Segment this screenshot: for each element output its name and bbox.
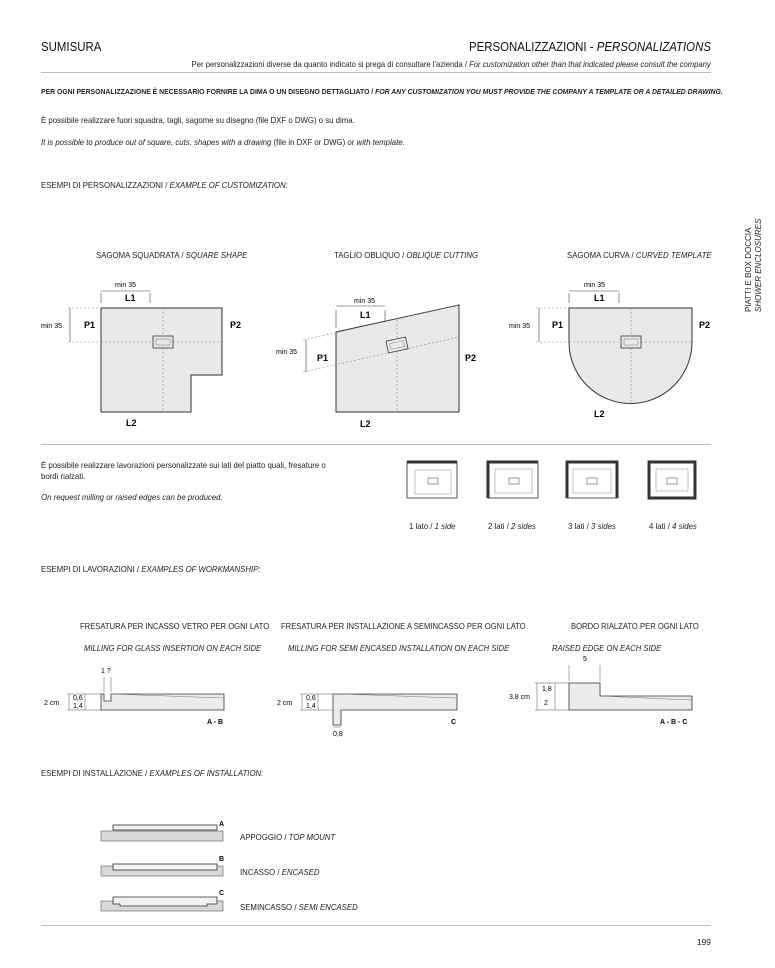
side-label-2: 2 lati / 2 sides <box>488 521 536 531</box>
raised-dim-2: 2 <box>544 700 548 707</box>
oblique-l2: L2 <box>360 419 371 429</box>
glass-dim-top: 1 ? <box>101 668 111 675</box>
glass-dim-06: 0,6 <box>73 695 83 702</box>
install-label-semi-encased: SEMINCASSO / SEMI ENCASED <box>240 902 358 912</box>
glass-code: A - B <box>207 719 224 726</box>
workmanship-title-glass-it: FRESATURA PER INCASSO VETRO PER OGNI LATO <box>80 621 270 631</box>
workmanship-heading: ESEMPI DI LAVORAZIONI / EXAMPLES OF WORKMANSHIP: <box>41 564 261 574</box>
milling-text-en: On request milling or raised edges can be produced. <box>41 492 223 502</box>
oblique-p1: P1 <box>317 353 329 363</box>
semi-dim-06: 0,6 <box>306 695 316 702</box>
customization-heading: ESEMPI DI PERSONALIZZAZIONI / EXAMPLE OF CUSTOMIZATION: <box>41 180 288 190</box>
raised-dim-18: 1,8 <box>542 686 552 693</box>
curved-p2: P2 <box>699 320 711 330</box>
square-l2: L2 <box>126 418 137 428</box>
square-p2: P2 <box>230 320 242 330</box>
install-top-mount <box>101 821 224 841</box>
page-subtitle: Per personalizzazioni diverse da quanto indicato si prega di consultare l'azienda / For customization other than that indicated please consult the company <box>191 59 711 69</box>
installation-heading: ESEMPI DI INSTALLAZIONE / EXAMPLES OF INSTALLATION: <box>41 768 264 778</box>
oblique-p2: P2 <box>465 353 477 363</box>
oblique-min35-left: min 35 <box>276 349 298 356</box>
shape-title-curved: SAGOMA CURVA / CURVED TEMPLATE <box>567 250 712 260</box>
glass-dim-2cm: 2 cm <box>44 700 60 707</box>
workmanship-title-raised-it: BORDO RIALZATO PER OGNI LATO <box>571 621 699 631</box>
glass-dim-14: 1,4 <box>73 703 83 710</box>
curved-l1: L1 <box>594 293 605 303</box>
install-code-a: A <box>219 821 225 828</box>
curved-p1: P1 <box>552 320 564 330</box>
install-label-top-mount: APPOGGIO / TOP MOUNT <box>240 832 336 842</box>
install-semi-encased <box>101 890 224 911</box>
workmanship-title-raised-en: RAISED EDGE ON EACH SIDE <box>552 643 662 653</box>
curved-min35-left: min 35 <box>509 323 531 330</box>
footer-divider <box>41 925 711 926</box>
section-title: SUMISURA <box>41 39 102 54</box>
install-code-b: B <box>219 856 225 863</box>
raised-code: A - B - C <box>660 719 688 726</box>
shape-title-oblique: TAGLIO OBLIQUO / OBLIQUE CUTTING <box>334 250 479 260</box>
workmanship-title-glass-en: MILLING FOR GLASS INSERTION ON EACH SIDE <box>84 643 262 653</box>
square-l1: L1 <box>125 293 136 303</box>
intro-text-en: It is possible to produce out of square, cuts, shapes with a drawing (file in DXF or DWG) or with template. <box>41 137 405 147</box>
install-label-encased: INCASSO / ENCASED <box>240 867 320 877</box>
side-label-3: 3 lati / 3 sides <box>568 521 616 531</box>
workmanship-title-semi-en: MILLING FOR SEMI ENCASED INSTALLATION ON EACH SIDE <box>288 643 510 653</box>
side-label-1: 1 lato / 1 side <box>409 521 456 531</box>
side-category-label: PIATTI E BOX DOCCIA SHOWER ENCLOSURES <box>744 218 763 312</box>
semi-dim-08: 0,8 <box>333 731 343 738</box>
intro-text-it: È possibile realizzare fuori squadra, tagli, sagome su disegno (file DXF o DWG) o su dima. <box>41 115 355 125</box>
curved-min35-top: min 35 <box>584 282 606 289</box>
milling-text-it: È possibile realizzare lavorazioni personalizzate sui lati del piatto quali, fresature o bordi rialzati. <box>41 460 326 481</box>
semi-dim-14: 1,4 <box>306 703 316 710</box>
shape-title-square: SAGOMA SQUADRATA / SQUARE SHAPE <box>96 250 248 260</box>
square-min35-left: min 35 <box>41 323 63 330</box>
template-notice: PER OGNI PERSONALIZZAZIONE È NECESSARIO FORNIRE LA DIMA O UN DISEGNO DETTAGLIATO / FOR ANY CUSTOMIZATION YOU MUST PROVIDE THE COMPANY A TEMPLATE OR A DETAILED DRAWING. <box>41 89 723 96</box>
raised-dim-38cm: 3,8 cm <box>509 694 531 701</box>
semi-dim-2cm: 2 cm <box>277 700 293 707</box>
square-min35-top: min 35 <box>115 282 137 289</box>
workmanship-title-semi-it: FRESATURA PER INSTALLAZIONE A SEMINCASSO PER OGNI LATO <box>281 621 526 631</box>
oblique-l1: L1 <box>360 310 371 320</box>
square-p1: P1 <box>84 320 96 330</box>
semi-code: C <box>451 719 457 726</box>
install-code-c: C <box>219 890 225 897</box>
page-title: PERSONALIZZAZIONI - PERSONALIZATIONS <box>469 39 711 54</box>
install-encased <box>101 856 224 876</box>
page-number: 199 <box>696 937 711 947</box>
curved-l2: L2 <box>594 409 605 419</box>
side-label-4: 4 lati / 4 sides <box>649 521 697 531</box>
oblique-min35-top: min 35 <box>354 298 376 305</box>
raised-dim-5: 5 <box>583 656 587 663</box>
